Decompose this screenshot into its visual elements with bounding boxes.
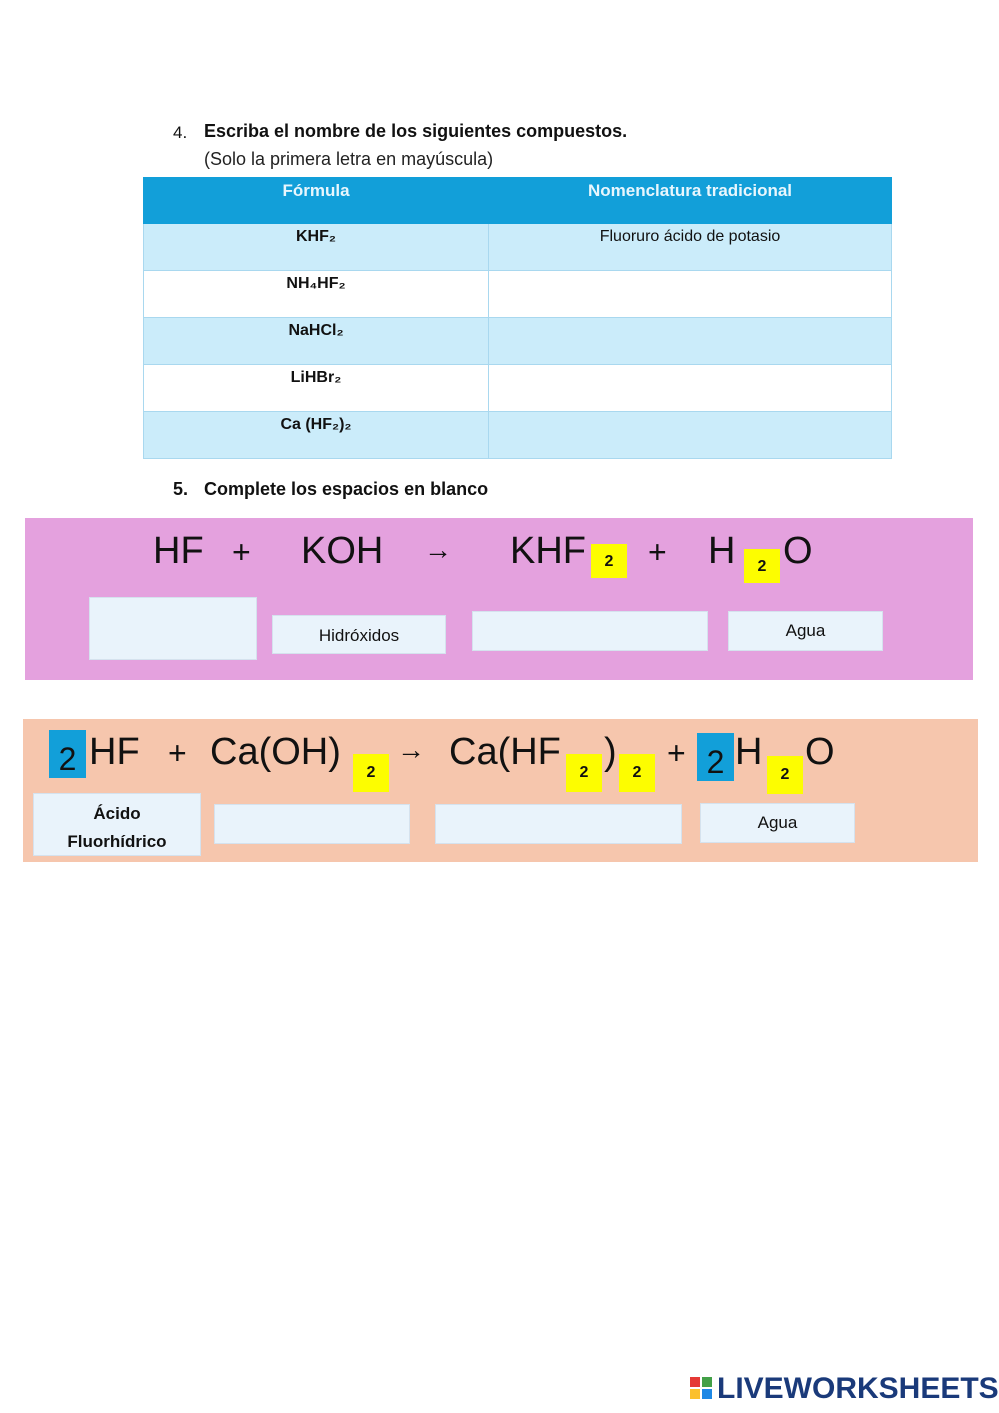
- question-4-title: Escriba el nombre de los siguientes compuestos.: [204, 121, 628, 141]
- table-row: [144, 365, 892, 412]
- formula-cell: KHF₂: [144, 224, 489, 271]
- coefficient-h2o: 2: [697, 733, 734, 781]
- reaction-arrow-icon: →: [397, 734, 425, 765]
- name-cell: Fluoruro ácido de potasio: [489, 224, 892, 271]
- box-water-2: Agua: [700, 803, 855, 843]
- name-answer-cell[interactable]: [489, 365, 892, 412]
- reaction-2-hf: HF: [89, 731, 140, 773]
- reaction-1-hf: HF: [153, 530, 204, 572]
- reaction-arrow-icon: →: [424, 534, 452, 565]
- question-4-number: 4.: [173, 123, 188, 142]
- formula-cell: NH₄HF₂: [144, 271, 489, 318]
- header-nomenclature: Nomenclatura tradicional: [489, 178, 892, 224]
- box-water: Agua: [728, 611, 883, 651]
- reaction-1-khf: KHF: [510, 530, 586, 572]
- table-row: [144, 412, 892, 459]
- name-answer-cell[interactable]: [489, 412, 892, 459]
- table-row: [144, 318, 892, 365]
- reaction-1-h: H: [708, 530, 736, 572]
- reaction-2-plus-2: +: [667, 735, 686, 771]
- liveworksheets-logo: [690, 1372, 999, 1406]
- subscript-khf: 2: [591, 544, 627, 578]
- question-5-number: 5.: [173, 479, 189, 499]
- subscript-h2o: 2: [767, 756, 803, 794]
- subscript-hf: 2: [566, 754, 602, 792]
- reaction-2-cahf: Ca(HF: [449, 731, 561, 773]
- reaction-1-plus-2: +: [648, 534, 667, 570]
- answer-box-salt-2[interactable]: [435, 804, 682, 844]
- compounds-table: [143, 177, 892, 459]
- subscript-caoh: 2: [353, 754, 389, 792]
- coefficient-hf: 2: [49, 730, 86, 778]
- reaction-1-o: O: [783, 530, 813, 572]
- formula-cell: Ca (HF₂)₂: [144, 412, 489, 459]
- reaction-2-h: H: [735, 731, 763, 773]
- liveworksheets-logo-icon: [690, 1377, 714, 1401]
- reaction-1-koh: KOH: [301, 530, 384, 572]
- name-answer-cell[interactable]: [489, 271, 892, 318]
- subscript-outer: 2: [619, 754, 655, 792]
- subscript-h2o: 2: [744, 549, 780, 583]
- question-4-subtitle: (Solo la primera letra en mayúscula): [204, 149, 494, 169]
- answer-box-hydroxide[interactable]: [214, 804, 410, 844]
- formula-cell: NaHCl₂: [144, 318, 489, 365]
- question-5-title: Complete los espacios en blanco: [204, 479, 489, 499]
- box-acid-line-2: Fluorhídrico: [67, 832, 167, 851]
- table-row: [144, 224, 892, 271]
- box-hydrofluoric-acid: [33, 793, 201, 856]
- brand-text: LIVEWORKSHEETS: [717, 1372, 999, 1405]
- reaction-2-o: O: [805, 731, 835, 773]
- formula-cell: LiHBr₂: [144, 365, 489, 412]
- header-formula: Fórmula: [144, 178, 489, 224]
- reaction-2-close-paren: ): [604, 731, 617, 773]
- name-answer-cell[interactable]: [489, 318, 892, 365]
- reaction-1-plus: +: [232, 534, 251, 570]
- box-hydroxides: Hidróxidos: [272, 615, 446, 654]
- answer-box-salt[interactable]: [472, 611, 708, 651]
- box-acid-line-1: Ácido: [93, 804, 141, 823]
- table-row: [144, 271, 892, 318]
- table-header-row: [144, 178, 892, 224]
- reaction-2-caoh: Ca(OH): [210, 731, 341, 773]
- reaction-2-plus: +: [168, 735, 187, 771]
- answer-box-acid[interactable]: [89, 597, 257, 660]
